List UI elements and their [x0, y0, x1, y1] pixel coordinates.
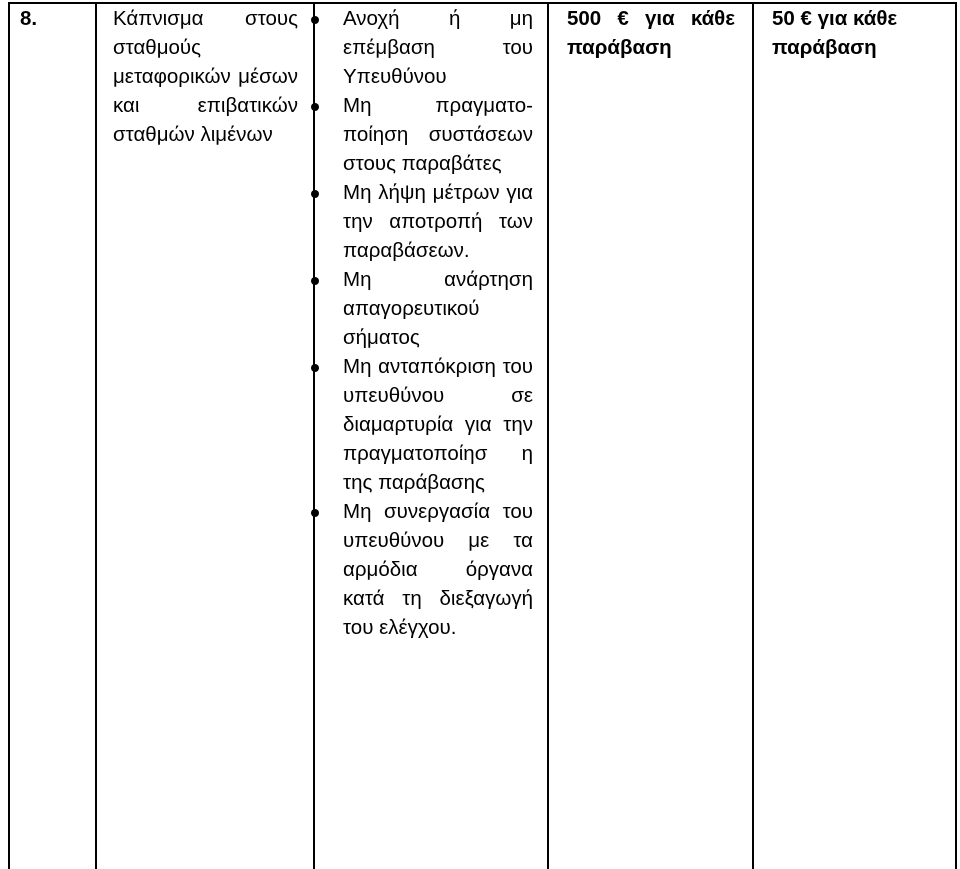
list-item: Μη λήψη μέτρων για την αποτροπή των παραβάσεων.	[305, 178, 533, 265]
responsible-party-failures	[305, 4, 533, 642]
bullet-icon	[311, 277, 319, 285]
bullet-icon	[311, 103, 319, 111]
list-item: Ανοχή ή μη επέμβαση του Υπευθύνου	[305, 4, 533, 91]
bullet-icon	[311, 190, 319, 198]
bullet-icon	[311, 364, 319, 372]
bullet-icon	[311, 16, 319, 24]
violation-description: Κάπνισμα στους σταθμούς μεταφορικών μέσων και επιβατικών σταθμών λιμένων	[113, 7, 298, 146]
bullet-icon	[311, 509, 319, 517]
failure-list	[305, 4, 533, 642]
column-divider	[752, 2, 754, 869]
list-item: Μη ανάρτηση απαγορευτικού σήματος	[305, 265, 533, 352]
column-divider	[95, 2, 97, 869]
table-border-left	[8, 2, 10, 869]
penalty-violator: 50 € για κάθε παράβαση	[772, 7, 898, 59]
table-border-right	[955, 2, 957, 869]
penalty-responsible: 500 € για κάθε παράβαση	[567, 7, 735, 59]
column-divider	[547, 2, 549, 869]
list-item: Μη ανταπόκριση του υπευθύνου σε διαμαρτυρία για την πραγματοποίησ η της παράβασης	[305, 352, 533, 497]
row-number: 8.	[20, 7, 38, 30]
list-item: Μη πραγματο- ποίηση συστάσεων στους παραβάτες	[305, 91, 533, 178]
list-item: Μη συνεργασία του υπευθύνου με τα αρμόδια όργανα κατά τη διεξαγωγή του ελέγχου.	[305, 497, 533, 642]
